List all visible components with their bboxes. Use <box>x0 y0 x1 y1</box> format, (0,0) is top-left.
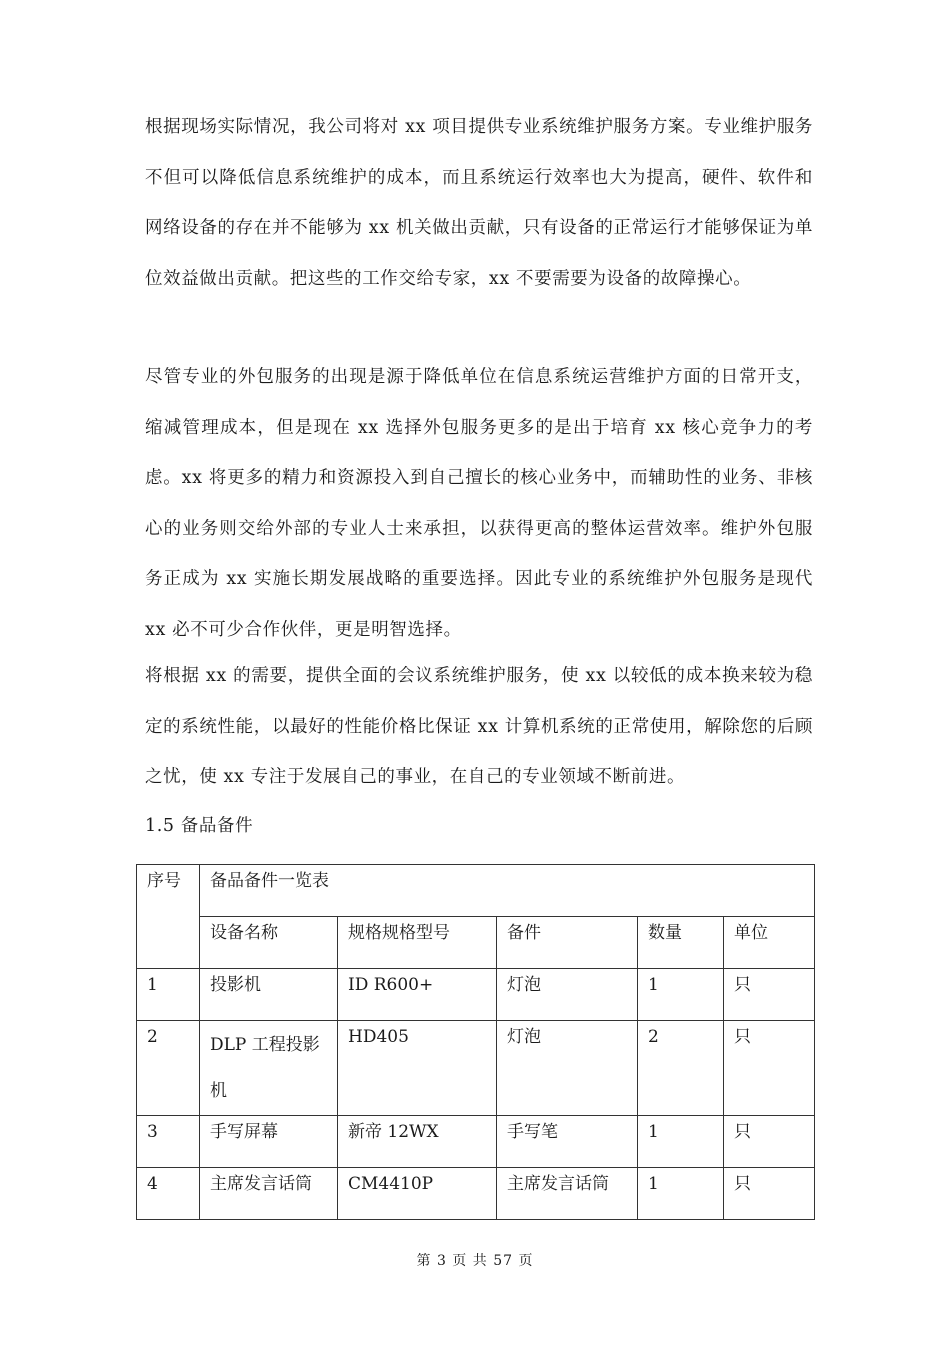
cell-spare-part: 主席发言话筒 <box>497 1168 638 1220</box>
cell-quantity: 1 <box>638 1168 724 1220</box>
header-cell-quantity: 数量 <box>638 917 724 969</box>
cell-device-name: DLP 工程投影机 <box>200 1021 338 1116</box>
cell-seq: 2 <box>137 1021 200 1116</box>
cell-spare-part: 手写笔 <box>497 1116 638 1168</box>
seq-header-cell: 序号 <box>137 865 200 969</box>
header-cell-unit: 单位 <box>724 917 815 969</box>
table-row <box>137 969 815 1021</box>
table-caption-row <box>137 865 815 917</box>
header-cell-model: 规格规格型号 <box>338 917 497 969</box>
cell-spare-part: 灯泡 <box>497 969 638 1021</box>
section-heading: 1.5 备品备件 <box>145 816 254 836</box>
header-cell-spare-part: 备件 <box>497 917 638 969</box>
cell-model: HD405 <box>338 1021 497 1116</box>
cell-quantity: 1 <box>638 1116 724 1168</box>
table-row <box>137 1021 815 1116</box>
table-header-row <box>137 917 815 969</box>
header-cell-device-name: 设备名称 <box>200 917 338 969</box>
cell-device-name: 主席发言话筒 <box>200 1168 338 1220</box>
cell-seq: 1 <box>137 969 200 1021</box>
cell-unit: 只 <box>724 969 815 1021</box>
cell-quantity: 2 <box>638 1021 724 1116</box>
page-footer: 第 3 页 共 57 页 <box>416 1253 534 1269</box>
cell-device-name: 手写屏幕 <box>200 1116 338 1168</box>
table-caption-cell: 备品备件一览表 <box>200 865 815 917</box>
table-row <box>137 1168 815 1220</box>
cell-model: ID R600+ <box>338 969 497 1021</box>
body-paragraph-3: 将根据 xx 的需要，提供全面的会议系统维护服务，使 xx 以较低的成本换来较为稳定的系统性能，以最好的性能价格比保证 xx 计算机系统的正常使用，解除您的后顾之忧，使 xx 专注于发展自己的事业，在自己的专业领域不断前进。 <box>145 666 813 787</box>
body-paragraph-1: 根据现场实际情况，我公司将对 xx 项目提供专业系统维护服务方案。专业维护服务不但可以降低信息系统维护的成本，而且系统运行效率也大为提高，硬件、软件和网络设备的存在并不能够为 xx 机关做出贡献，只有设备的正常运行才能够保证为单位效益做出贡献。把这些的工作交给专家，xx 不要需要为设备的故障操心。 <box>145 117 813 289</box>
cell-spare-part: 灯泡 <box>497 1021 638 1116</box>
table-row <box>137 1116 815 1168</box>
body-paragraph-2: 尽管专业的外包服务的出现是源于降低单位在信息系统运营维护方面的日常开支，缩减管理成本，但是现在 xx 选择外包服务更多的是出于培育 xx 核心竞争力的考虑。xx 将更多的精力和资源投入到自己擅长的核心业务中，而辅助性的业务、非核心的业务则交给外部的专业人士来承担，以获得更高的整体运营效率。维护外包服务正成为 xx 实施长期发展战略的重要选择。因此专业的系统维护外包服务是现代 xx 必不可少合作伙伴，更是明智选择。 <box>145 367 813 640</box>
cell-model: CM4410P <box>338 1168 497 1220</box>
cell-unit: 只 <box>724 1168 815 1220</box>
cell-model: 新帝 12WX <box>338 1116 497 1168</box>
spare-parts-table <box>136 864 815 1220</box>
cell-device-name: 投影机 <box>200 969 338 1021</box>
cell-quantity: 1 <box>638 969 724 1021</box>
cell-unit: 只 <box>724 1021 815 1116</box>
cell-seq: 3 <box>137 1116 200 1168</box>
cell-unit: 只 <box>724 1116 815 1168</box>
cell-seq: 4 <box>137 1168 200 1220</box>
